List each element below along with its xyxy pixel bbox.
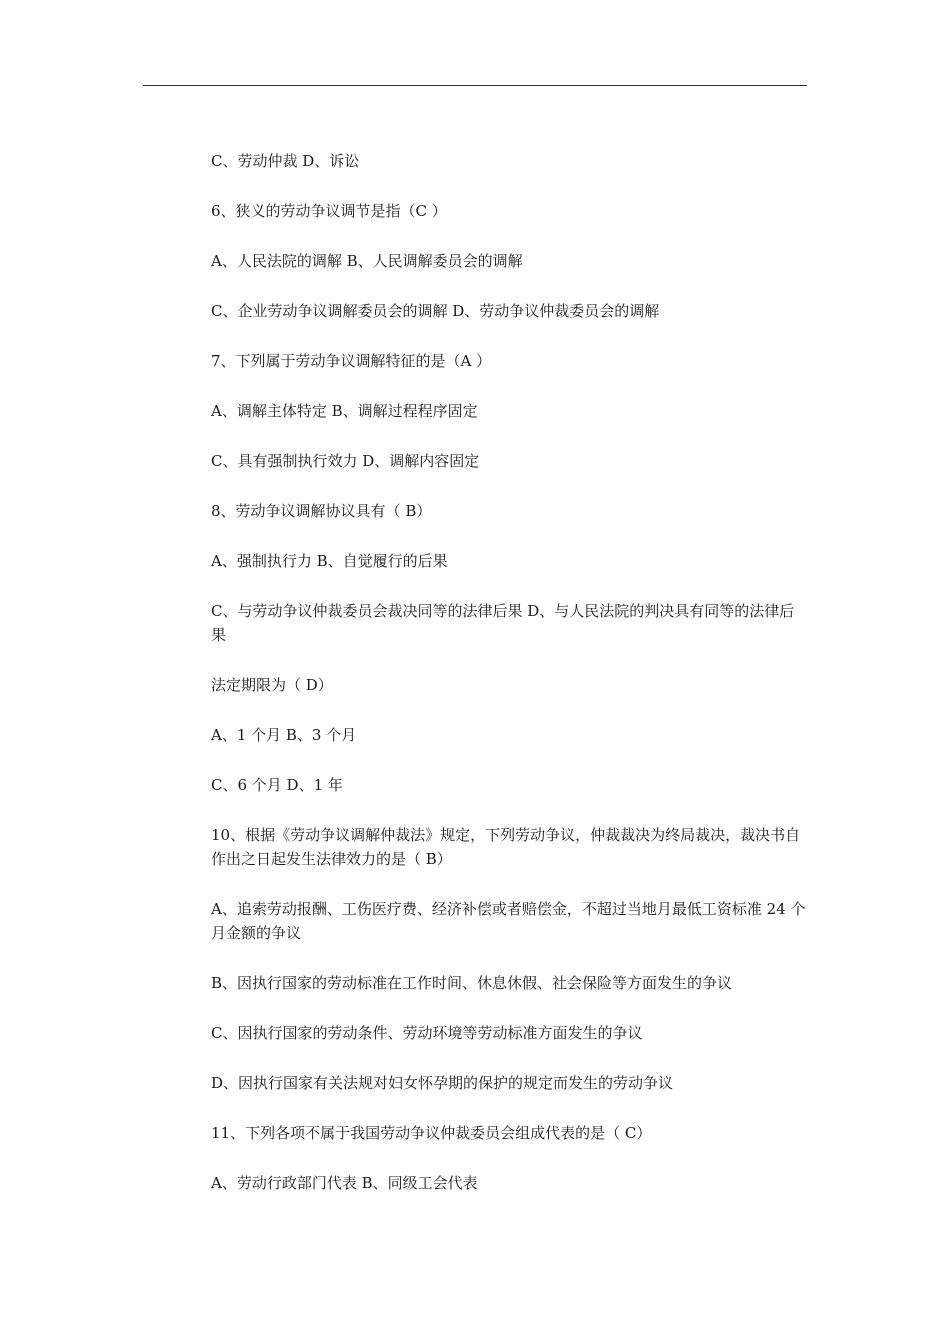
text-line: A、1 个月 B、3 个月 xyxy=(211,726,357,744)
question-9-partial: 法定期限为（ D） xyxy=(211,676,333,694)
text-line: C、6 个月 D、1 年 xyxy=(211,776,343,794)
text-line: A、人民法院的调解 B、人民调解委员会的调解 xyxy=(211,252,523,270)
text-line: A、强制执行力 B、自觉履行的后果 xyxy=(211,552,448,570)
question-8: 8、劳动争议调解协议具有（ B） xyxy=(211,502,432,520)
text-line: C、劳动仲裁 D、诉讼 xyxy=(211,152,360,170)
text-line: C、与劳动争议仲裁委员会裁决同等的法律后果 D、与人民法院的判决具有同等的法律后果 xyxy=(211,602,795,644)
question-6: 6、狭义的劳动争议调节是指（C ） xyxy=(211,202,447,220)
text-line: A、追索劳动报酬、工伤医疗费、经济补偿或者赔偿金，不超过当地月最低工资标准 24 个月金额的争议 xyxy=(211,900,806,942)
header-rule xyxy=(143,85,807,86)
text-line: B、因执行国家的劳动标准在工作时间、休息休假、社会保险等方面发生的争议 xyxy=(211,974,733,992)
text-line: C、因执行国家的劳动条件、劳动环境等劳动标准方面发生的争议 xyxy=(211,1024,643,1042)
document-body xyxy=(211,149,807,1221)
text-line: A、劳动行政部门代表 B、同级工会代表 xyxy=(211,1174,478,1192)
question-7: 7、下列属于劳动争议调解特征的是（A ） xyxy=(211,352,492,370)
text-line: A、调解主体特定 B、调解过程程序固定 xyxy=(211,402,478,420)
text-line: C、具有强制执行效力 D、调解内容固定 xyxy=(211,452,480,470)
text-line: C、企业劳动争议调解委员会的调解 D、劳动争议仲裁委员会的调解 xyxy=(211,302,660,320)
question-10: 10、根据《劳动争议调解仲裁法》规定，下列劳动争议，仲裁裁决为终局裁决，裁决书自作出之日起发生法律效力的是（ B） xyxy=(211,826,801,868)
question-11: 11、下列各项不属于我国劳动争议仲裁委员会组成代表的是（ C） xyxy=(211,1124,652,1142)
text-line: D、因执行国家有关法规对妇女怀孕期的保护的规定而发生的劳动争议 xyxy=(211,1074,674,1092)
